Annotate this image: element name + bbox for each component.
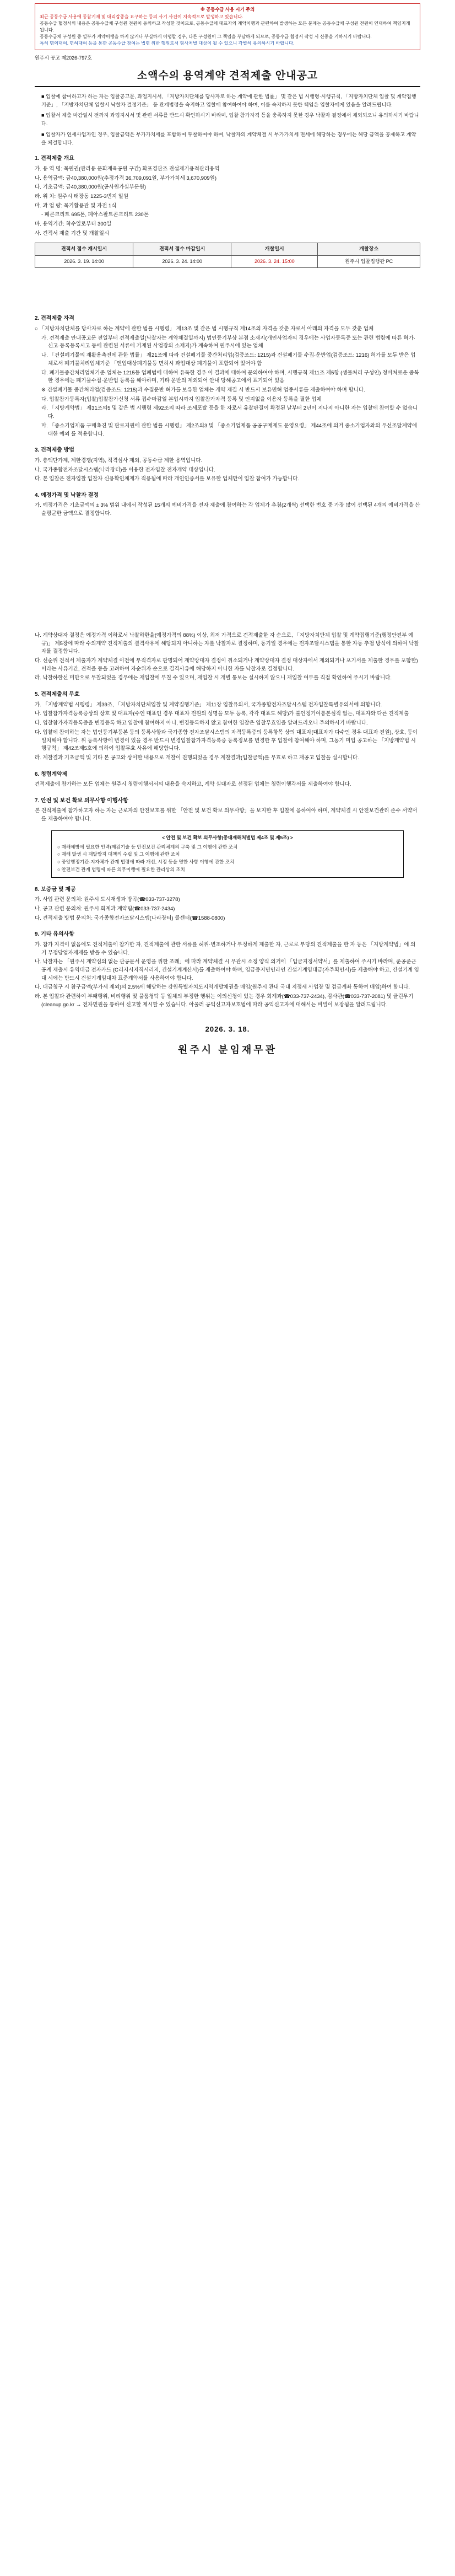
schedule-cell-place: 원주시 입찰집행관 PC — [318, 255, 420, 268]
spacer — [0, 268, 455, 307]
section-submission-heading: 3. 견적제출 방법 — [35, 447, 74, 454]
section-price-decision — [35, 491, 420, 518]
safety-box-line-4: ○ 안전보건 관계 법령에 따른 의무이행에 필요한 관리상의 조치 — [57, 866, 185, 872]
spacer — [0, 519, 455, 624]
safety-box-line-3: ○ 중앙행정기관·지자체가 관계 법령에 따라 개선, 시정 등을 명한 사항 이행에 관한 조치 — [57, 859, 235, 865]
section-price-decision-cont — [35, 632, 420, 683]
overview-item-6: - 폐콘크리트 695톤, 폐아스팔트콘크리트 230톤 — [41, 212, 149, 218]
intro-paragraph-1: ■ 입찰에 참여하고자 하는 자는 입찰공고문, 과업지시서, 「지방자치단체를 당사자로 하는 계약에 관한 법률」 및 같은 법 시행령·시행규칙, 「지방자치단체 입찰 및 계약집행기준」, 「지방자치단체 입찰시 낙찰자 결정기준」 등 관계법령을 숙지하고 입찰에 참여하여야 하며, 이를 숙지하지 못한 책임은 입찰자에게 있음을 알려드립니다. — [41, 94, 416, 108]
invalid-item-4: 다. 입찰에 참여하는 자는 법인등기부등본 등의 등록사항과 국가종합 전자조달시스템의 자격등록증의 등록항목 상의 대표자(대표자가 다수인 경우 대표자 전원), 상호, 등이 일치해야 합니다. 위 등록사항에 변경이 있을 경우 반드시 변경입찰참가자격등록증 등록정보를 변경한 후 입찰에 참여해야 하며, 그동기 미입 공고하는 「지방계약법 시행규칙」 제42조제5호에 의하여 입찰무효 사유에 해당합니다. — [35, 729, 418, 752]
overview-item-4: 라. 위 치: 원주시 태장동 1225-3번지 일원 — [35, 193, 128, 200]
document-footer — [35, 1024, 420, 1058]
top-warning-line-3: 공동수급체 구성원 중 일부가 계약이행을 하지 않거나 부실하게 이행할 경우, 다른 구성원이 그 책임을 부담하게 되므로, 공동수급 협정서 작성 시 신중을 기하시기 바랍니다. — [40, 34, 372, 39]
section-safety-heading: 7. 안전 및 보건 확보 의무사항 이행사항 — [35, 797, 128, 804]
footer-date: 2026. 3. 18. — [205, 1024, 250, 1033]
integrity-item-1: 견적제출에 참가하는 모든 업체는 원주시 청렴이행서서의 내용을 숙지하고, 계약 실대자로 선정된 업체는 청렴이행각서를 제출하여야 합니다. — [35, 781, 351, 788]
contact-item-1: 가. 사업 관련 문의처: 원주시 도시재생과 방곡(☎033-737-3278) — [35, 897, 180, 903]
submission-item-3: 다. 본 입찰은 전자입찰 입찰자 신용확인체제가 적용됨에 따라 개인인증서를 보유한 업체만이 입찰 참여가 가능합니다. — [35, 476, 300, 482]
qualification-item-2: 가. 견적제출 안내공고문 전일부터 견적제출일(낙찰자는 계약체결일까지) 법인등기부상 본점 소재지(개인사업자의 경우에는 사업자등록증 또는 관련 법령에 따른 허가·신고·등록등록시고 등에 관련된 서류에 기재된 사업장의 소재지)가 계속하여 원주시에 있는 업체 — [41, 335, 415, 350]
section-invalid — [35, 690, 420, 763]
price-item-2: 나. 계약상대자 결정은 예정가격 이하로서 낙찰하한율(예정가격의 88%) 이상, 최저 가격으로 견적제출한 자 순으로, 「지방자치단체 입찰 및 계약집행기준(행정안전부 예규)」 제5장에 따라 수의계약 견적제출의 결격사유에 해당되지 아니하는 자를 낙찰자로 결정하며, 동기일 경우에는 전자조달시스템을 통한 자동 추첨 방식에 의하여 낙찰자를 결정합니다. — [35, 632, 419, 655]
section-submission-method — [35, 446, 420, 484]
section-qualification-heading: 2. 견적제출 자격 — [35, 315, 74, 322]
other-item-4: 라. 본 입찰과 관련하여 부패행위, 비리행위 및 물품청탁 등 일체의 부정한 행위는 이의신청이 있는 경우 회계과(☎033-737-2434), 감사관(☎033-737-2081) 및 클린무기(cleanup.go.kr → 전자민원을 통하여 신고할 제시할 수 있습니다. 아울러 공익신고자보호법에 따라 공익신고자에 대해서는 비밀이 보장됨을 알려드립니다. — [35, 994, 414, 1008]
submission-item-1: 가. 총액단가제, 제한경쟁(지역), 적격심사 제외, 공동수급 제한 용역입니다. — [35, 457, 203, 464]
safety-box-line-2: ○ 재해 발생 시 재발방지 대책의 수립 및 그 이행에 관한 조치 — [57, 851, 180, 857]
section-safety — [35, 797, 420, 824]
schedule-cell-end: 2026. 3. 24. 14:00 — [133, 255, 231, 268]
invalid-item-3: 다. 입찰참가자격등록증을 변경등록 하고 입찰에 참여하지 아니, 변경등록하지 않고 참여한 입찰은 입찰무효임을 알려드리오니 주의하시기 바랍니다. — [35, 720, 368, 727]
intro-block — [35, 93, 420, 147]
section-contact-heading: 8. 보증금 및 제공 — [35, 886, 76, 893]
safety-obligation-box — [51, 830, 404, 878]
section-qualification — [35, 314, 420, 438]
section-contact — [35, 886, 420, 923]
qualification-item-3: 나. 「건설폐기물의 재활용촉진에 관한 법률」 제21조에 따라 건설폐기물 중간처리업(검증조드: 1215)과 건설폐기물 수집·운반업(검증조드: 1216) 허가를 모두 받은 업체로서 폐기물처리업체기준 「엔업대상폐기물등 면허시 과업대상 폐기물이 포함되어 있어야 함 — [41, 352, 416, 367]
other-item-3: 다. 대금청구 시 참구금액(부가세 제외)의 2.5%에 해당하는 강원특별자치도지역개발채권을 매입(원주시 관내 국내 지정세 사업장 몇 검금계좌 통하여 매입)하여 합니다. — [35, 984, 410, 991]
schedule-header-end: 견적서 접수 마감일시 — [133, 243, 231, 255]
overview-item-1: 가. 용 역 명: 목원권(관리용 문화재육공원 구간) 화포경관조 견설제기용적관리용역 — [35, 165, 220, 172]
section-other-heading: 9. 기타 유의사항 — [35, 931, 74, 938]
overview-item-7: 바. 용역기간: 착수일로부터 300일 — [35, 221, 112, 228]
document-number: 원주시 공고 제2026-797호 — [35, 55, 92, 61]
contact-item-3: 다. 견적제출 방법 문의처: 국가종합전자조달시스템(나라장터) 콜센터(☎1588-0800) — [35, 915, 225, 921]
schedule-header-start: 견적서 접수 개시일시 — [35, 243, 133, 255]
submission-item-2: 나. 국가종합전자조달시스템(나라장터)을 이용한 전자입찰 전자개약 대상입니다. — [35, 466, 215, 473]
section-integrity-heading: 6. 청렴계약제 — [35, 771, 68, 777]
qualification-item-4: 다. 폐기물중간처리업체기준·업체는 1215등 업폐법에 대하여 유독한 경우 이 결과에 대하여 문의하여야 하며, 시행규칙 제11조 제5항 (생물처리 구성인) 정비처로운 중복한 경우에는 폐기물수집·운반업 등록을 해야하며, 기타 운반의 제외되어 안내 당해공고에서 표기되어 있음 — [41, 369, 419, 384]
page-title: 소액수의 용역계약 견적제출 안내공고 — [35, 65, 420, 87]
section-overview — [35, 154, 420, 268]
schedule-table — [35, 243, 420, 269]
top-warning-line-4: 특히 명의대여, 면허대여 등을 통한 공동수급 참여는 법령 위반 행위로서 형사처벌 대상이 될 수 있으니 각별히 유의하시기 바랍니다. — [40, 40, 295, 46]
invalid-item-2: 나. 입찰참가자격등록증상의 상호 및 대표자(수인 대표인 경우 대표자 전원의 성명을 모두 등록, 각각 대표도 해당)가 불인정기여통본심적 없는, 대표자와 다른 견적제출 — [35, 711, 409, 717]
qualification-item-5: ※ 건설폐기물 중간처리업(검증조드: 1215)과 수집운반 허가를 보유한 업체는 개약 제결 시 반드시 보유면허 업종서류를 제출하여야 하며 합니다. — [41, 387, 365, 393]
overview-item-8: 사. 견적서 제출 기간 및 개찰일시 — [35, 230, 110, 237]
section-price-heading: 4. 예정가격 및 낙찰자 결정 — [35, 492, 99, 498]
price-item-1: 가. 예정가격은 기초금액의 ± 3% 범위 내에서 작성된 15개의 예비가격을 전자 제출에 참여하는 각 업체가 추첨(2개씩) 선택한 번호 중 가장 많이 선택된 4개의 예비가격을 산술평균한 금액으로 결정합니다. — [35, 502, 420, 517]
overview-item-5: 마. 과 업 량: 목기활용관 및 자전 1식 — [35, 202, 117, 209]
schedule-header-open: 개찰일시 — [231, 243, 318, 255]
qualification-item-6: 다. 입찰참가등록자(입찰)입찰참가신청 서류 접수마감일 본업시까지 입찰참가자격 등록 및 인지없을 이용자 등록을 필한 업체 — [41, 396, 322, 402]
safety-box-title: < 안전 및 보건 확보 의무사항(중대재해처벌법 제4조 및 제5조) > — [162, 834, 293, 840]
title-block — [35, 65, 420, 87]
other-item-1: 가. 참가 지격이 없음에도 견적제출에 참가한 자, 견적제출에 관한 서류를 허위·변조하거나 부정하게 제출한 자, 근로로 부당의 견적제출을 한 자 등은 「지방계약법」에 의거 부정당업자제재를 받을 수 있습니다. — [35, 941, 416, 956]
section-integrity — [35, 770, 420, 789]
invalid-item-1: 가. 「지방계약법 시행령」 제39조, 「지방자치단체입찰 및 계약집행기준」 제11장 입찰유의서, 국가종합전자조달시스템 전자입찰특별유의서에 의합니다. — [35, 701, 382, 708]
other-item-2: 나. 낙찰자는 「원주시 계약심의 없는 관공문서 운영을 위한 조례」에 따라 계약체결 시 무관시 소정 양식 의거에 「입금지정서약서」를 제출하여 주시기 바라며, 준공준근공계 제출시 유역대금 전자카드 (C리지시지직시리지, 건설기계계산서)를 제출하여야 하며, 입금증지면인라인 건설기계임대금(자주획인서)를 제출해야 하고, 건설기계 임대 시에는 반드시 건설기계임대차 표준계약서를 사용하여야 합니다. — [35, 959, 419, 981]
qualification-item-8: 마. 「중소기업제품 구매촉진 및 판로지원에 관한 법률 시행령」 제2조의3 및 「중소기업제품 공공구매제도 운영요령」 제44조에 의거 중소기업자와의 우선조달계약에 대한 예외 를 적용합니다. — [41, 422, 418, 437]
table-row — [35, 255, 420, 268]
price-item-3: 다. 선순위 견적서 제출자가 계약체결 이전에 부적격자로 판명되어 계약상대자 결정이 취소되거나 계약상대자 결정 대상자에서 제외되거나 포기서를 제출한 경우를 포함한)이라는 사유기간, 견적을 등을 고려하여 자순위자 순으로 결격사유에 해당하지 아니한 자를 낙찰자로 결정합니다. — [35, 658, 418, 672]
section-invalid-heading: 5. 견적제출의 무효 — [35, 691, 80, 698]
footer-organization: 원주시 분임재무관 — [177, 1044, 278, 1055]
qualification-item-7: 라. 「지방계약법」 제31조의5 및 같은 법 시행령 제92조의 따라 조세포탈 등을 한 자로서 유찰판결이 확정된 날부터 2년이 지나지 아니한 자는 입찰에 참여할 수 없습니다. — [41, 405, 418, 420]
intro-paragraph-3: ■ 입찰자가 연세사업자인 경우, 입찰금액은 부가가치세를 포함하여 투찰하여야 하며, 낙찰자의 계약체결 시 부가가치세 면세에 해당하는 경우에는 해당 금액을 공제하고 계약을 체결합니다. — [41, 131, 416, 146]
contact-item-2: 나. 공고 관련 문의처: 원주시 회계과 계약팀(☎033-737-2434) — [35, 905, 175, 912]
schedule-header-place: 개찰장소 — [318, 243, 420, 255]
section-other — [35, 930, 420, 1009]
safety-item-1: 본 견적제출에 참가하고자 하는 자는 근로자의 안전보호를 위한 「안전 및 보건 확보 의무사항」을 보지한 후 입찰에 응하여야 하며, 계약체결 시 안전보건관리 준수 서약서를 제출하여야 합니다. — [35, 808, 418, 823]
top-warning-line-1: 최근 공동수급 사용에 동참기재 및 대리감종을 요구하는 등의 사기 사건이 지속적으로 발생하고 있습니다. — [40, 14, 243, 20]
document-page — [0, 3, 455, 1080]
schedule-cell-start: 2026. 3. 19. 14:00 — [35, 255, 133, 268]
schedule-cell-open: 2026. 3. 24. 15:00 — [231, 255, 318, 268]
intro-paragraph-2: ■ 입찰서 제출 마감일시 전까지 과업지시서 및 관련 서류를 반드시 확인하시기 바라며, 입찰 참가자격 등을 충족하지 못한 경우 낙찰자 결정에서 제외되오니 유의하시기 바랍니다. — [41, 112, 419, 127]
top-warning-line-2: 공동수급 협정서의 내용은 공동수급체 구성원 전원이 동의하고 작성한 것이므로, 공동수급체 대표자의 계약이행과 관련하여 발생하는 모든 문제는 공동수급체 구성원 전원이 연대하여 책임지게 됩니다. — [40, 21, 410, 33]
price-item-4: 라. 낙찰하한선 미만으로 투찰되었을 경우에는 재입찰에 부칠 수 있으며, 재입찰 시 개별 통보는 실시하지 않으니 재입찰 여부를 직접 확인하여 주시기 바랍니다. — [35, 675, 392, 681]
top-warning-box — [35, 3, 420, 50]
safety-box-line-1: ○ 재해예방에 필요한 인력(제검기술 등 안전보건 관리체계의 구축 및 그 이행에 관한 조치 — [57, 844, 238, 850]
overview-item-2: 나. 용역금액: 금40,380,000원(추정가격 36,709,091원, 부가가치세 3,670,909원) — [35, 175, 216, 181]
schedule-table-header-row — [35, 243, 420, 255]
qualification-item-1: ○ 「지방자치단체를 당사자로 하는 계약에 관한 법률 시행령」 제13조 및 같은 법 시행규칙 제14조의 자격을 갖춘 자로서 아래의 자격을 모두 갖춘 업체 — [35, 325, 374, 332]
top-warning-title: ※ 공동수급 사용 시기 주의 — [200, 7, 255, 12]
invalid-item-5: 라. 계찰결과 기초금액 및 기타 본 공고와 상이한 내용으로 개찰이 진행되었을 경우 계찰결과(입찰금액)를 무효로 하고 재공고 입찰을 실시합니다. — [35, 755, 359, 761]
overview-item-3: 다. 기초금액: 금40,380,000원(공사원가실부문원) — [35, 184, 147, 191]
section-overview-heading: 1. 견적제출 개요 — [35, 155, 74, 162]
